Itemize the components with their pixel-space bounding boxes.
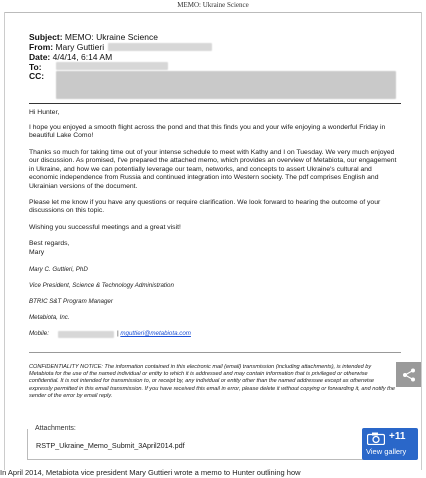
- signature-mobile-line: [29, 330, 49, 337]
- running-head: MEMO: Ukraine Science: [177, 1, 249, 9]
- attachments-label: Attachments:: [35, 425, 76, 432]
- attachment-file[interactable]: RSTP_Ukraine_Memo_Submit_3April2014.pdf: [36, 441, 185, 450]
- mobile-label: Mobile:: [29, 330, 49, 337]
- share-icon: [402, 368, 416, 382]
- gallery-count: +11: [389, 431, 406, 442]
- closing: Best regards,: [29, 240, 70, 247]
- gallery-label: View gallery: [366, 447, 407, 456]
- date-value: 4/4/14, 6:14 AM: [52, 52, 113, 62]
- frame-border-top: [4, 12, 422, 13]
- subject-value: MEMO: Ukraine Science: [64, 32, 158, 42]
- body-paragraph-2: Thanks so much for taking time out of your intense schedule to meet with Kathy and I on Tuesday. We very much enjoyed our discussion. As promised, I've prepared the attached memo, which provides an overview of Metabiota, our engagement in Ukraine, and how we can potentially leverage our team, networks, and concepts to assert Ukraine's cultural and economic independence from Russia and continued integration into Western society. The pdf comprises English and Ukrainian versions of the document.: [29, 149, 397, 190]
- from-label: From:: [29, 42, 54, 52]
- signature-email-line: [117, 330, 191, 337]
- redacted-cc: [56, 71, 396, 99]
- signature-title-2: BTRIC S&T Program Manager: [29, 298, 113, 305]
- signature-name: Mary C. Guttieri, PhD: [29, 266, 88, 273]
- email-link[interactable]: mguttieri@metabiota.com: [120, 330, 191, 337]
- subject-label: Subject:: [29, 32, 63, 42]
- signature-title-1: Vice President, Science & Technology Administration: [29, 282, 174, 289]
- greeting: Hi Hunter,: [29, 109, 60, 116]
- confidentiality-notice: CONFIDENTIALITY NOTICE: The information contained in this electronic mail (email) transmission (including attachments), is intended by Metabiota for the use of the named individual or entity to which it is addressed and may contain information that is privileged or otherwise confidential. It is not intended for transmission to, or receipt by, any individual or entity other than the named addressee except as otherwise expressly permitted in this email transmission. If you have received this email in error, please delete it without copying or forwarding it, and notify the sender of the error by email reply.: [29, 364, 395, 399]
- body-paragraph-4: Wishing you successful meetings and a great visit!: [29, 224, 181, 231]
- from-value: Mary Guttieri: [55, 42, 105, 52]
- email-separator: |: [117, 330, 119, 337]
- camera-icon: [367, 432, 385, 445]
- date-label: Date:: [29, 52, 51, 62]
- date-line: [29, 52, 112, 62]
- to-label: To:: [29, 62, 42, 72]
- signature-divider: [29, 352, 401, 353]
- share-button[interactable]: [396, 362, 421, 387]
- body-paragraph-3: Please let me know if you have any questions or require clarification. We look forward to hearing the outcome of your discussions on this topic.: [29, 199, 381, 215]
- from-line: [29, 42, 104, 52]
- redacted-from-email: [108, 43, 212, 51]
- body-paragraph-1: I hope you enjoyed a smooth flight across the pond and that this finds you and your wife enjoying a wonderful Friday in beautiful Lake Como!: [29, 124, 386, 140]
- header-divider: [29, 103, 401, 104]
- frame-border-right: [421, 12, 422, 470]
- cc-label: CC:: [29, 71, 45, 81]
- redacted-to: [56, 62, 168, 70]
- view-gallery-button[interactable]: [362, 428, 418, 460]
- cc-line: [29, 71, 44, 81]
- closing-name: Mary: [29, 249, 45, 256]
- subject-line: [29, 32, 158, 42]
- frame-border-left: [4, 12, 5, 470]
- redacted-mobile: [58, 331, 114, 338]
- photo-caption: In April 2014, Metabiota vice president Mary Guttieri wrote a memo to Hunter outlining how: [0, 468, 301, 477]
- signature-company: Metabiota, Inc.: [29, 314, 70, 321]
